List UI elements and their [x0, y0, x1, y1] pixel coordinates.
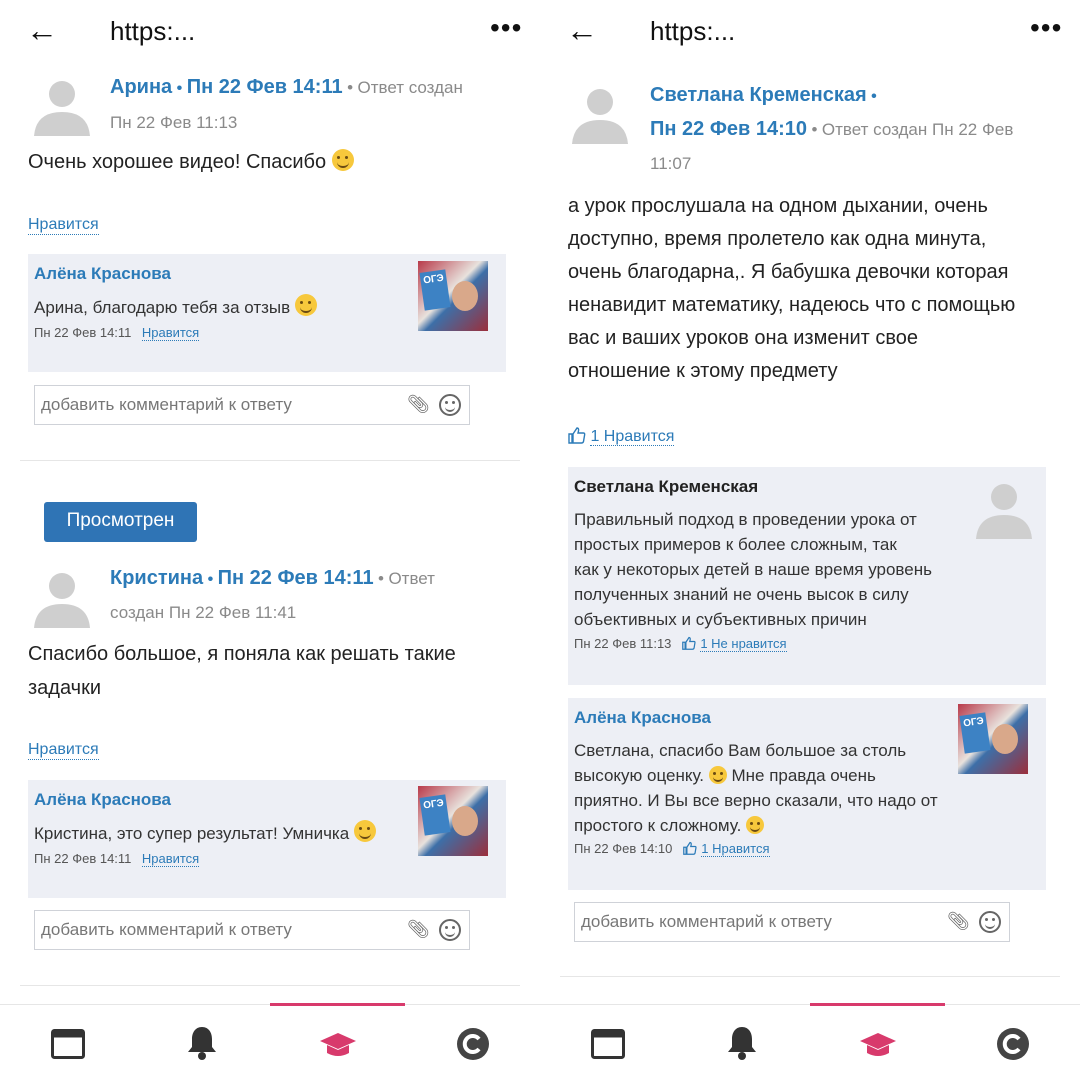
comment-date: Пн 22 Фев 14:10	[574, 841, 673, 856]
emoji-picker-icon[interactable]	[439, 394, 461, 416]
post-edited-time[interactable]: Пн 22 Фев 14:10	[650, 118, 808, 140]
author-avatar[interactable]	[418, 261, 488, 331]
more-menu-icon[interactable]: •••	[1030, 12, 1063, 43]
post-header-line2	[650, 118, 1013, 141]
smile-emoji-icon	[295, 294, 317, 316]
avatar-placeholder-icon[interactable]	[568, 80, 632, 144]
avatar-face	[452, 281, 478, 311]
post-text-line: отношение к этому предмету	[568, 360, 838, 382]
post-author[interactable]: Арина	[110, 76, 173, 98]
comment-input-placeholder: добавить комментарий к ответу	[41, 920, 292, 939]
post-header	[650, 84, 877, 107]
separator: •	[378, 569, 384, 588]
paperclip-icon[interactable]: 📎︎	[947, 911, 970, 931]
post-created-label: Ответ создан	[357, 78, 463, 97]
avatar-placeholder-icon[interactable]	[972, 475, 1036, 539]
post-text-content: Очень хорошее видео! Спасибо	[28, 151, 327, 173]
post-author[interactable]: Светлана Кременская	[650, 84, 867, 106]
comment-box	[568, 698, 1046, 890]
author-avatar[interactable]	[418, 786, 488, 856]
paperclip-icon[interactable]: 📎︎	[407, 919, 430, 939]
comment-date: Пн 22 Фев 14:11	[34, 851, 132, 866]
feed-icon[interactable]	[51, 1029, 85, 1059]
separator: •	[811, 120, 818, 139]
comment-text-line: как у некоторых детей в наше время уровень	[574, 560, 932, 579]
post-text-line: Спасибо большое, я поняла как решать такие	[28, 643, 456, 665]
likes-count[interactable]: 1 Нравится	[590, 428, 675, 445]
comment-text-content: Арина, благодарю тебя за отзыв	[34, 298, 291, 317]
grin-emoji-icon	[709, 766, 727, 784]
nav-active-indicator	[270, 1003, 405, 1006]
comment-author[interactable]: Алёна Краснова	[34, 790, 171, 809]
post-edited-time[interactable]: Пн 22 Фев 14:11	[217, 567, 374, 589]
post-created-time: 11:07	[650, 154, 692, 173]
back-arrow-icon[interactable]: ←	[566, 12, 598, 48]
divider	[20, 985, 520, 986]
comment-text-line: Правильный подход в проведении урока от	[574, 510, 917, 529]
comment-text-line: приятно. И Вы все верно сказали, что надо от	[574, 791, 938, 810]
thumbs-up-icon	[568, 426, 586, 444]
divider	[560, 976, 1060, 977]
comment-text-fragment: Мне правда очень	[731, 766, 876, 785]
comment-like-link[interactable]: 1 Не нравится	[700, 636, 787, 651]
comment-like-link[interactable]: Нравится	[141, 325, 200, 340]
comment-text-content: Кристина, это супер результат! Умничка	[34, 824, 350, 843]
post-edited-time[interactable]: Пн 22 Фев 14:11	[186, 76, 343, 98]
comment-input[interactable]	[34, 910, 470, 950]
separator: •	[207, 571, 214, 588]
comment-like-link[interactable]: Нравится	[141, 851, 200, 866]
comment-text	[34, 294, 317, 320]
post-created-time: создан Пн 22 Фев 11:41	[110, 603, 297, 622]
post-text-line: доступно, время пролетело как одна минута,	[568, 228, 987, 250]
avatar-face	[452, 806, 478, 836]
right-screen	[540, 0, 1080, 1080]
feed-icon[interactable]	[591, 1029, 625, 1059]
comment-author[interactable]: Алёна Краснова	[574, 708, 711, 727]
comment-text-line	[574, 813, 938, 838]
comment-input[interactable]	[574, 902, 1010, 942]
comment-box	[568, 467, 1046, 685]
c-logo-icon[interactable]	[456, 1027, 490, 1061]
back-arrow-icon[interactable]: ←	[26, 12, 58, 48]
likes-row[interactable]	[568, 426, 674, 446]
post-text-line: задачки	[28, 677, 101, 699]
comment-input[interactable]	[34, 385, 470, 425]
comment-text	[574, 507, 932, 632]
page-url: https:...	[650, 16, 736, 46]
comment-box	[28, 254, 506, 372]
c-logo-icon[interactable]	[996, 1027, 1030, 1061]
post-created-label: Ответ	[388, 569, 435, 588]
post-author[interactable]: Кристина	[110, 567, 204, 589]
separator: •	[347, 78, 354, 97]
bottom-nav	[540, 1004, 1080, 1080]
nav-active-indicator	[810, 1003, 945, 1006]
avatar-face	[992, 724, 1018, 754]
divider	[20, 460, 520, 461]
graduation-cap-icon[interactable]	[858, 1031, 898, 1059]
page-url: https:...	[110, 16, 196, 46]
comment-date: Пн 22 Фев 14:11	[34, 325, 132, 340]
comment-text-line: полученных знаний не очень высок в силу	[574, 585, 909, 604]
comment-text-line: простых примеров к более сложным, так	[574, 535, 897, 554]
emoji-picker-icon[interactable]	[439, 919, 461, 941]
like-link[interactable]: Нравится	[28, 741, 99, 758]
post-text-line: очень благодарна,. Я бабушка девочки которая	[568, 261, 1009, 283]
post-header	[110, 76, 463, 99]
avatar-placeholder-icon[interactable]	[30, 564, 94, 628]
blush-emoji-icon	[332, 149, 354, 171]
viewed-button[interactable]: Просмотрен	[44, 502, 197, 542]
comment-text-line	[574, 763, 938, 788]
author-avatar[interactable]	[958, 704, 1028, 774]
comment-text-line: объективных и субъективных причин	[574, 610, 867, 629]
post-text	[568, 190, 1015, 388]
smile-emoji-icon	[354, 820, 376, 842]
bottom-nav	[0, 1004, 540, 1080]
comment-meta	[574, 840, 770, 858]
paperclip-icon[interactable]: 📎︎	[407, 394, 430, 414]
post-text-line: а урок прослушала на одном дыхании, очень	[568, 195, 988, 217]
smirk-emoji-icon	[746, 816, 764, 834]
separator: •	[871, 88, 877, 105]
comment-meta	[34, 324, 199, 342]
separator: •	[176, 80, 183, 97]
comment-date: Пн 22 Фев 11:13	[574, 636, 672, 651]
post-created-label: Ответ создан Пн 22 Фев	[821, 120, 1014, 139]
graduation-cap-icon[interactable]	[318, 1031, 358, 1059]
comment-author[interactable]: Алёна Краснова	[34, 264, 171, 283]
comment-author[interactable]: Светлана Кременская	[574, 477, 759, 496]
comment-input-placeholder: добавить комментарий к ответу	[41, 395, 292, 414]
post-created-time: Пн 22 Фев 11:13	[110, 113, 238, 132]
post-header	[110, 567, 435, 590]
comment-input-placeholder: добавить комментарий к ответу	[581, 912, 832, 931]
comment-meta	[34, 850, 199, 868]
comment-box	[28, 780, 506, 898]
avatar-badge: ОГЭ	[419, 794, 450, 835]
bell-icon[interactable]	[186, 1025, 218, 1061]
comment-text-line: Светлана, спасибо Вам большое за столь	[574, 741, 907, 760]
post-text-line: вас и ваших уроков она изменит свое	[568, 327, 919, 349]
bell-icon[interactable]	[726, 1025, 758, 1061]
comment-text-fragment: высокую оценку.	[574, 766, 704, 785]
comment-text-fragment: простого к сложному.	[574, 816, 742, 835]
like-link[interactable]: Нравится	[28, 216, 99, 233]
comment-text	[574, 738, 938, 838]
thumbs-up-icon	[682, 636, 696, 650]
avatar-placeholder-icon[interactable]	[30, 72, 94, 136]
comment-meta	[574, 635, 787, 653]
post-text	[28, 146, 354, 179]
avatar-badge: ОГЭ	[959, 712, 990, 753]
comment-text	[34, 820, 376, 846]
more-menu-icon[interactable]: •••	[490, 12, 523, 43]
comment-like-link[interactable]: 1 Нравится	[701, 841, 770, 856]
avatar-badge: ОГЭ	[419, 269, 450, 310]
post-text-line: ненавидит математику, надеюсь что с помощью	[568, 294, 1016, 316]
thumbs-up-icon	[683, 841, 697, 855]
emoji-picker-icon[interactable]	[979, 911, 1001, 933]
